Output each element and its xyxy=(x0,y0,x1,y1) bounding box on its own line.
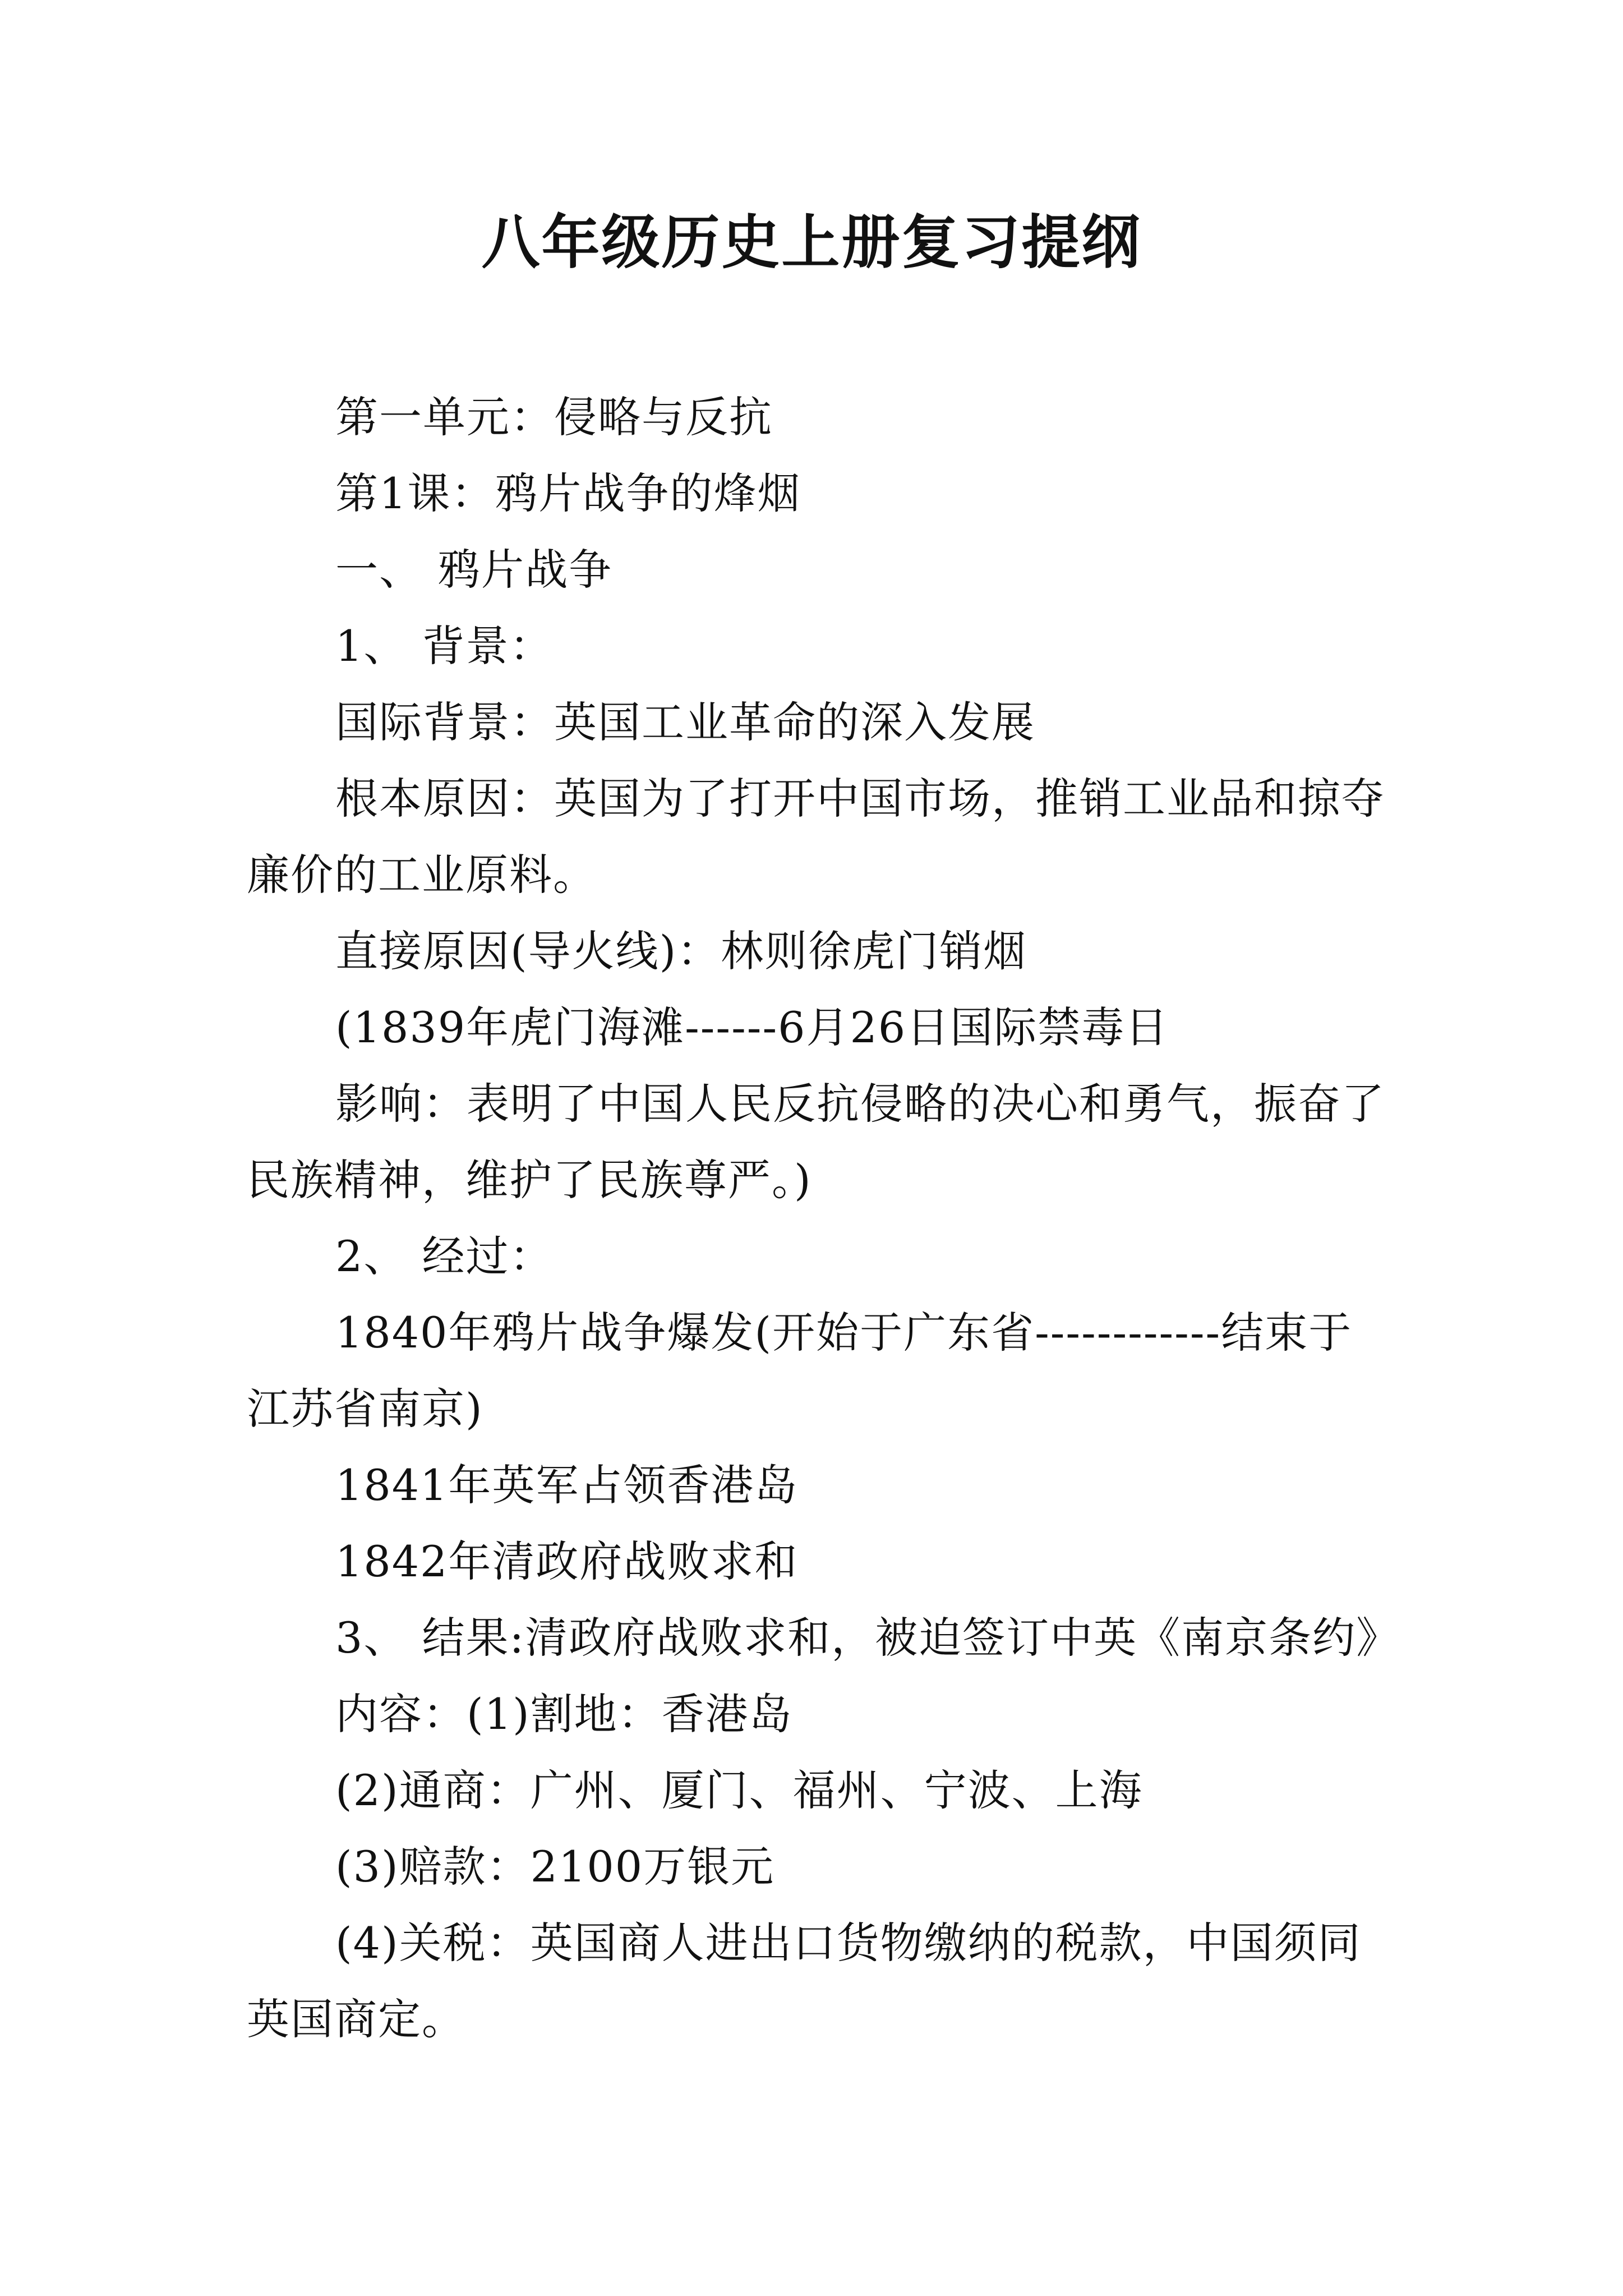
paragraph-1841-event: 1841年英军占领香港岛 xyxy=(335,1460,799,1510)
paragraph-content-trade: (2)通商：广州、厦门、福州、宁波、上海 xyxy=(335,1765,1143,1815)
paragraph-humen-note: (1839年虎门海滩------6月26日国际禁毒日 xyxy=(335,1002,1169,1052)
paragraph-lesson-heading: 第1课：鸦片战争的烽烟 xyxy=(335,468,801,518)
paragraph-content-tariff: (4)关税：英国商人进出口货物缴纳的税款，中国须同英国商定。 xyxy=(247,1918,1362,2044)
paragraph-1840-event: 1840年鸦片战争爆发(开始于广东省------------结束于江苏省南京) xyxy=(247,1308,1353,1434)
paragraph-root-cause: 根本原因：英国为了打开中国市场，推销工业品和掠夺廉价的工业原料。 xyxy=(247,774,1385,900)
paragraph-result: 3、 结果:清政府战败求和，被迫签订中英《南京条约》 xyxy=(335,1613,1400,1663)
paragraph-direct-cause: 直接原因(导火线)：林则徐虎门销烟 xyxy=(335,926,1027,976)
paragraph-section-heading: 一、 鸦片战争 xyxy=(335,545,613,595)
document-body xyxy=(247,379,1400,2058)
paragraph-content-land: 内容：(1)割地：香港岛 xyxy=(335,1689,793,1739)
document-title: 八年级历史上册复习提纲 xyxy=(481,208,1142,277)
paragraph-background-heading: 1、 背景： xyxy=(335,621,554,671)
paragraph-influence: 影响：表明了中国人民反抗侵略的决心和勇气，振奋了民族精神，维护了民族尊严。) xyxy=(247,1079,1385,1205)
paragraph-unit-heading: 第一单元：侵略与反抗 xyxy=(335,392,773,442)
paragraph-process-heading: 2、 经过： xyxy=(335,1231,554,1281)
paragraph-international-background: 国际背景：英国工业革命的深入发展 xyxy=(335,697,1035,747)
paragraph-1842-event: 1842年清政府战败求和 xyxy=(335,1536,799,1586)
paragraph-content-indemnity: (3)赔款：2100万银元 xyxy=(335,1842,775,1892)
